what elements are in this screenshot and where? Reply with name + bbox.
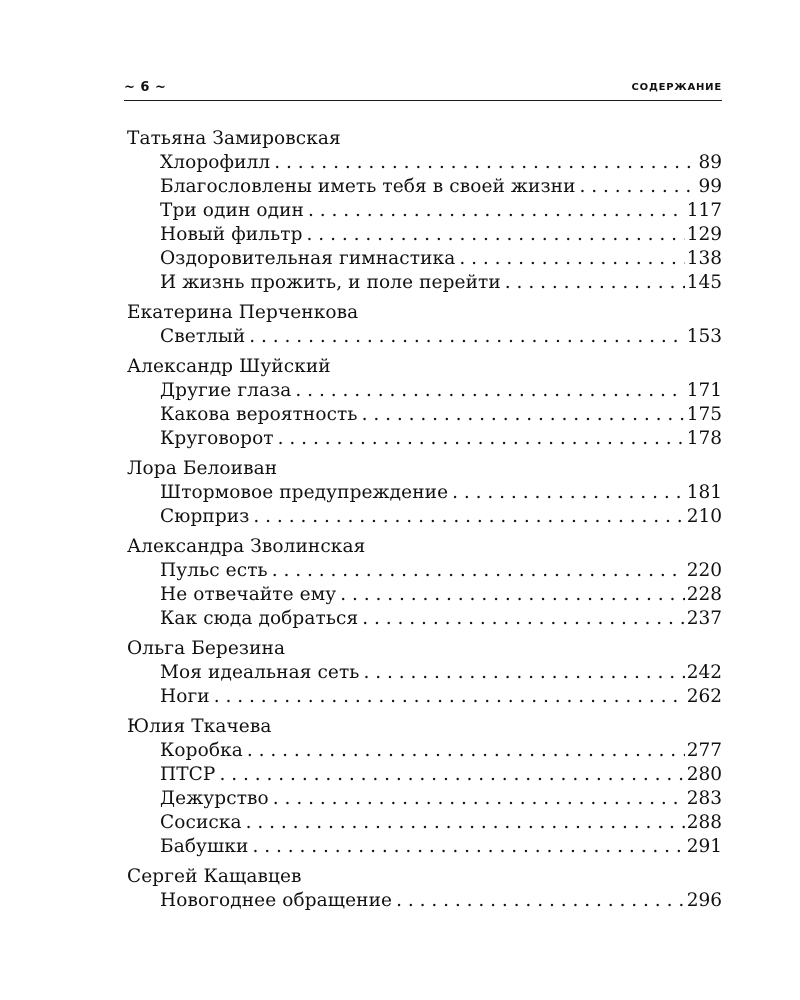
- entry-title: Сюрприз: [160, 506, 250, 527]
- toc-entry[interactable]: [127, 379, 722, 403]
- running-header: [124, 80, 722, 101]
- entry-title: Бабушки: [160, 836, 249, 857]
- toc-author-block: [127, 534, 722, 631]
- toc-entry[interactable]: [127, 505, 722, 529]
- entry-page-number: 129: [686, 224, 722, 245]
- author-name: Екатерина Перченкова: [127, 302, 359, 323]
- author-name: Татьяна Замировская: [127, 128, 341, 149]
- entry-page-number: 99: [698, 176, 722, 197]
- entry-page-number: 89: [698, 152, 722, 173]
- entry-page-number: 175: [686, 404, 722, 425]
- toc-entry[interactable]: [127, 685, 722, 709]
- entry-title: Три один один: [160, 200, 304, 221]
- table-of-contents: [127, 126, 722, 918]
- toc-author-block: [127, 300, 722, 349]
- dot-leader: [291, 379, 684, 403]
- entry-page-number: 288: [686, 812, 722, 833]
- entry-page-number: 291: [686, 836, 722, 857]
- toc-entry[interactable]: [127, 787, 722, 811]
- entry-title: Моя идеальная сеть: [160, 662, 360, 683]
- dot-leader: [268, 559, 685, 583]
- toc-entry[interactable]: [127, 247, 722, 271]
- toc-entry[interactable]: [127, 199, 722, 223]
- toc-entry[interactable]: [127, 607, 722, 631]
- dot-leader: [448, 481, 685, 505]
- dot-leader: [270, 151, 696, 175]
- toc-entry[interactable]: [127, 811, 722, 835]
- entry-title: Светлый: [160, 326, 246, 347]
- dot-leader: [392, 889, 685, 913]
- entry-title: Новогоднее обращение: [160, 890, 393, 911]
- entry-page-number: 153: [686, 326, 722, 347]
- toc-author-block: [127, 636, 722, 709]
- toc-entry[interactable]: [127, 175, 722, 199]
- entry-title: Оздоровительная гимнастика: [160, 248, 456, 269]
- entry-title: Другие глаза: [160, 380, 292, 401]
- toc-entry[interactable]: [127, 835, 722, 859]
- author-name: Александра Зволинская: [127, 536, 366, 557]
- entry-title: Хлорофилл: [160, 152, 271, 173]
- entry-title: Ноги: [160, 686, 210, 707]
- toc-entry[interactable]: [127, 481, 722, 505]
- entry-title: Не отвечайте ему: [160, 584, 337, 605]
- author-name: Сергей Кащавцев: [127, 866, 302, 887]
- entry-page-number: 237: [686, 608, 722, 629]
- entry-title: Дежурство: [160, 788, 269, 809]
- toc-entry[interactable]: [127, 889, 722, 913]
- toc-author-block: [127, 354, 722, 451]
- dot-leader: [455, 247, 684, 271]
- entry-title: Круговорот: [160, 428, 274, 449]
- page-number: ~ 6 ~: [124, 80, 167, 95]
- dot-leader: [303, 223, 685, 247]
- entry-page-number: 277: [686, 740, 722, 761]
- toc-entry[interactable]: [127, 427, 722, 451]
- dot-leader: [359, 661, 684, 685]
- dot-leader: [358, 607, 684, 631]
- dot-leader: [242, 811, 685, 835]
- section-title: СОДЕРЖАНИЕ: [631, 82, 722, 93]
- entry-page-number: 283: [686, 788, 722, 809]
- dot-leader: [358, 403, 685, 427]
- entry-title: Коробка: [160, 740, 243, 761]
- dot-leader: [336, 583, 685, 607]
- entry-page-number: 210: [686, 506, 722, 527]
- entry-title: И жизнь прожить, и поле перейти: [160, 272, 501, 293]
- dot-leader: [248, 835, 684, 859]
- toc-entry[interactable]: [127, 559, 722, 583]
- toc-entry[interactable]: [127, 151, 722, 175]
- entry-title: ПТСР: [160, 764, 216, 785]
- toc-author-block: [127, 714, 722, 859]
- entry-page-number: 117: [686, 200, 722, 221]
- author-name: Ольга Березина: [127, 638, 286, 659]
- toc-entry[interactable]: [127, 223, 722, 247]
- entry-title: Какова вероятность: [160, 404, 358, 425]
- dot-leader: [576, 175, 697, 199]
- toc-entry[interactable]: [127, 739, 722, 763]
- entry-page-number: 178: [686, 428, 722, 449]
- entry-page-number: 280: [686, 764, 722, 785]
- entry-page-number: 138: [686, 248, 722, 269]
- toc-entry[interactable]: [127, 763, 722, 787]
- entry-title: Как сюда добраться: [160, 608, 359, 629]
- entry-page-number: 220: [686, 560, 722, 581]
- entry-page-number: 145: [686, 272, 722, 293]
- author-name: Александр Шуйский: [127, 356, 331, 377]
- entry-page-number: 228: [686, 584, 722, 605]
- entry-page-number: 262: [686, 686, 722, 707]
- dot-leader: [243, 739, 685, 763]
- toc-author-block: [127, 864, 722, 913]
- entry-title: Благословлены иметь тебя в своей жизни: [160, 176, 576, 197]
- dot-leader: [215, 763, 684, 787]
- entry-title: Пульс есть: [160, 560, 268, 581]
- dot-leader: [274, 427, 685, 451]
- entry-title: Штормовое предупреждение: [160, 482, 449, 503]
- dot-leader: [245, 325, 684, 349]
- toc-entry[interactable]: [127, 403, 722, 427]
- toc-author-block: [127, 126, 722, 295]
- dot-leader: [304, 199, 685, 223]
- entry-title: Новый фильтр: [160, 224, 303, 245]
- toc-entry[interactable]: [127, 325, 722, 349]
- entry-page-number: 296: [686, 890, 722, 911]
- toc-entry[interactable]: [127, 271, 722, 295]
- toc-author-block: [127, 456, 722, 529]
- entry-page-number: 171: [686, 380, 722, 401]
- dot-leader: [210, 685, 685, 709]
- dot-leader: [249, 505, 684, 529]
- entry-page-number: 181: [686, 482, 722, 503]
- author-name: Юлия Ткачева: [127, 716, 272, 737]
- author-name: Лора Белоиван: [127, 458, 278, 479]
- dot-leader: [501, 271, 685, 295]
- toc-entry[interactable]: [127, 583, 722, 607]
- toc-entry[interactable]: [127, 661, 722, 685]
- entry-title: Сосиска: [160, 812, 242, 833]
- dot-leader: [269, 787, 685, 811]
- entry-page-number: 242: [686, 662, 722, 683]
